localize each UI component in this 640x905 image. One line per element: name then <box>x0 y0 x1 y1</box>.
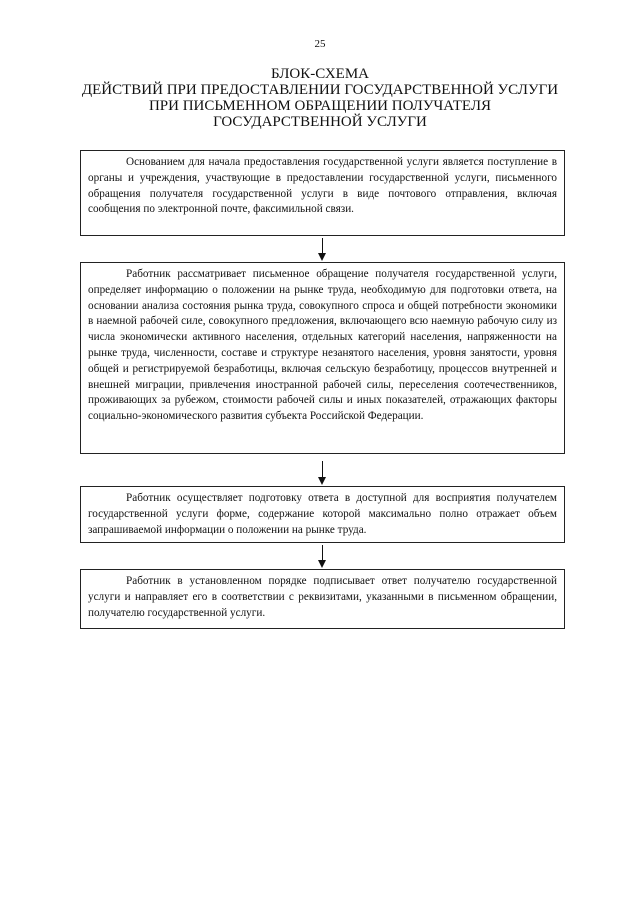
flow-step-3 <box>80 486 565 543</box>
flow-arrow-1 <box>316 238 328 261</box>
flow-step-4-text: Работник в установленном порядке подписывает ответ получателю государственной услуги и направляет его в соответствии с реквизитами, указанными в письменном обращении, получателю государственной услуги. <box>88 575 557 619</box>
flow-step-4 <box>80 569 565 629</box>
title-line-2: ДЕЙСТВИЙ ПРИ ПРЕДОСТАВЛЕНИИ ГОСУДАРСТВЕННОЙ УСЛУГИ <box>81 82 559 98</box>
flow-step-1-text: Основанием для начала предоставления государственной услуги является поступление в органы и учреждения, участвующие в предоставлении государственной услуги, письменного обращения получателя государственной услуги в виде почтового отправления, включая сообщения по электронной почте, факсимильной связи. <box>88 156 557 216</box>
flow-arrow-2 <box>316 461 328 485</box>
title-line-1: БЛОК-СХЕМА <box>270 66 370 82</box>
title-line-3: ПРИ ПИСЬМЕННОМ ОБРАЩЕНИИ ПОЛУЧАТЕЛЯ <box>148 98 492 114</box>
flow-step-1 <box>80 150 565 236</box>
page-number: 25 <box>314 38 326 50</box>
page-title <box>60 66 580 130</box>
flow-step-2 <box>80 262 565 454</box>
title-line-4: ГОСУДАРСТВЕННОЙ УСЛУГИ <box>213 114 427 130</box>
flow-arrow-3 <box>316 545 328 568</box>
flow-step-2-text: Работник рассматривает письменное обращение получателя государственной услуги, определяет информацию о положении на рынке труда, необходимую для подготовки ответа, на основании анализа состояния рынка труда, совокупного спроса и общей потребности экономики в наемной рабочей силе, совокупного предложения, включающего всю наемную рабочую силу из числа экономически активного населения, отдельных категорий населения, напряженности на рынке труда, численности, составе и структуре незанятого населения, уровня занятости, уровня общей и регистрируемой безработицы, включая сельскую безработицу, процессов внутренней и внешней миграции, привлечения иностранной рабочей силы, переселения соотечественников, проживающих за рубежом, стоимости рабочей силы и иных показателей, отражающих факторы социально-экономического развития субъекта Российской Федерации. <box>88 268 557 423</box>
flow-step-3-text: Работник осуществляет подготовку ответа в доступной для восприятия получателем государственной услуги форме, содержание которой максимально полно отражает объем запрашиваемой информации о положении на рынке труда. <box>88 492 557 536</box>
